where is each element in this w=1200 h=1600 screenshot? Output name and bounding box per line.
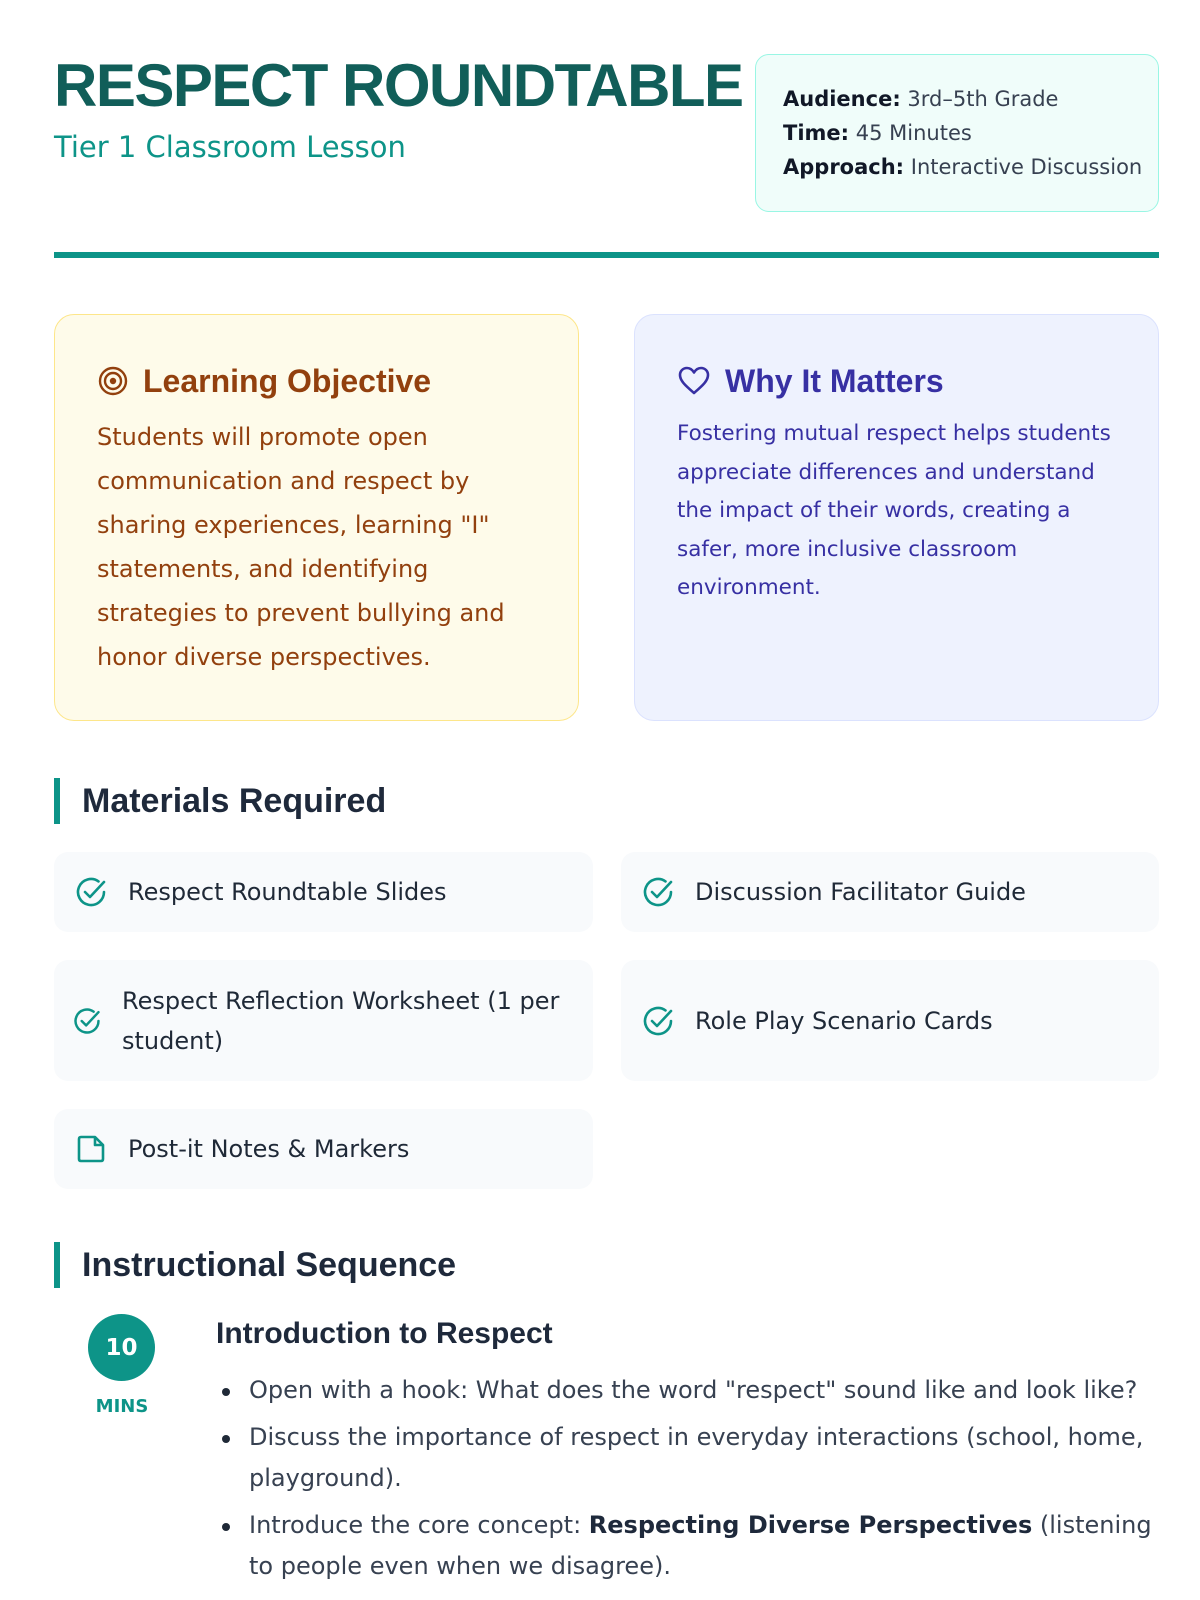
materials-heading-label: Materials Required <box>82 782 387 820</box>
step-bullet-emphasis: Respecting Diverse Perspectives <box>588 1511 1033 1539</box>
learning-objective-text: Students will promote open communication and respect by sharing experiences, learning "I" statements, and identifying strategies to prevent bullying and honor diverse perspectives. <box>97 423 505 671</box>
meta-approach-label: Approach: <box>783 155 905 179</box>
why-it-matters-header <box>677 359 1158 403</box>
material-label: Discussion Facilitator Guide <box>695 878 1026 906</box>
learning-objective-header <box>97 359 578 403</box>
material-item-slides <box>54 852 593 932</box>
material-item-worksheet <box>54 960 593 1081</box>
material-label: Role Play Scenario Cards <box>695 1006 993 1035</box>
step-bullet-list <box>216 1370 1166 1593</box>
sequence-heading-label: Instructional Sequence <box>82 1246 457 1284</box>
meta-approach <box>783 150 1158 184</box>
step-bullet: Open with a hook: What does the word "respect" sound like and look like? <box>216 1370 1166 1411</box>
learning-objective-title: Learning Objective <box>143 362 432 399</box>
meta-time-value: 45 Minutes <box>855 121 972 145</box>
sequence-heading <box>54 1242 456 1288</box>
heart-icon <box>677 365 711 397</box>
check-circle-icon <box>641 1004 675 1038</box>
step-bullet-text: (listening to people even when we disagree). <box>249 1511 1152 1580</box>
material-item-role-play-cards <box>621 960 1159 1081</box>
page-subtitle: Tier 1 Classroom Lesson <box>54 130 406 164</box>
step-title: Introduction to Respect <box>216 1317 553 1350</box>
why-it-matters-card <box>634 314 1159 721</box>
material-label: Respect Reflection Worksheet (1 per student) <box>122 986 560 1055</box>
material-item-facilitator-guide <box>621 852 1159 932</box>
target-icon <box>97 365 129 397</box>
why-it-matters-title: Why It Matters <box>725 362 944 399</box>
step-bullet: Discuss the importance of respect in everyday interactions (school, home, playground). <box>216 1417 1166 1499</box>
learning-objective-card <box>54 314 579 721</box>
check-circle-icon <box>74 875 108 909</box>
step-bullet <box>216 1505 1166 1587</box>
material-label: Respect Roundtable Slides <box>128 878 447 906</box>
meta-audience-label: Audience: <box>783 87 901 111</box>
page-title: RESPECT ROUNDTABLE <box>54 52 743 119</box>
meta-time <box>783 116 1158 150</box>
step-bullet-text: Introduce the core concept: <box>249 1511 589 1539</box>
meta-audience <box>783 82 1158 116</box>
meta-time-label: Time: <box>783 121 850 145</box>
why-it-matters-text: Fostering mutual respect helps students appreciate differences and understand the impact of their words, creating a safer, more inclusive classroom environment. <box>677 421 1111 600</box>
material-label: Post-it Notes & Markers <box>128 1135 410 1163</box>
material-item-post-it-notes <box>54 1109 593 1189</box>
check-circle-icon <box>641 875 675 909</box>
lesson-meta-box <box>755 54 1159 212</box>
meta-approach-value: Interactive Discussion <box>910 155 1143 179</box>
check-circle-icon <box>72 1006 102 1036</box>
step-duration-unit: MINS <box>95 1396 149 1417</box>
step-duration-badge: 10 <box>88 1314 155 1381</box>
header-divider <box>54 252 1159 258</box>
meta-audience-value: 3rd–5th Grade <box>907 87 1059 111</box>
note-icon <box>74 1132 108 1166</box>
materials-heading <box>54 778 386 824</box>
